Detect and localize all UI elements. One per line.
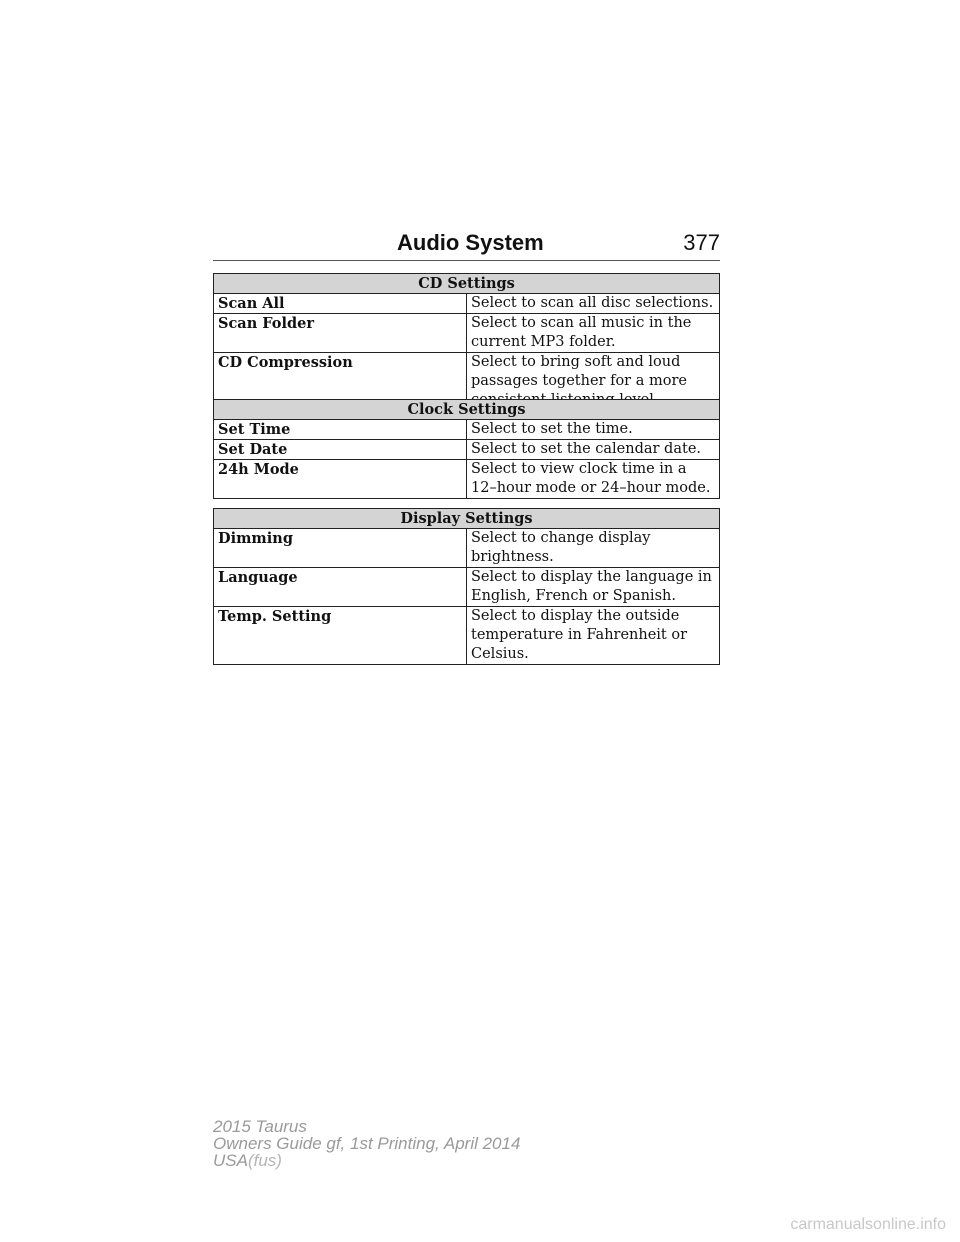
table-row xyxy=(214,568,720,607)
footer-region-code: USA xyxy=(213,1151,248,1170)
table-row xyxy=(214,607,720,665)
site-watermark: carmanualsonline.info xyxy=(790,1216,946,1233)
setting-term: Set Time xyxy=(214,420,467,440)
setting-term: Dimming xyxy=(214,529,467,568)
footer-region-suffix: (fus) xyxy=(247,1151,282,1170)
table-heading: Display Settings xyxy=(214,509,720,529)
setting-description: Select to set the calendar date. xyxy=(467,440,720,460)
page-title: Audio System xyxy=(397,230,544,255)
table-row xyxy=(214,460,720,499)
setting-description: Select to bring soft and loud passages together for a more xyxy=(467,353,720,411)
setting-term: Scan Folder xyxy=(214,314,467,353)
setting-description: Select to change display brightness. xyxy=(467,529,720,568)
table-row xyxy=(214,314,720,353)
setting-description: Select to scan all music in the current MP3 folder. xyxy=(467,314,720,353)
print-footer xyxy=(213,1118,520,1169)
footer-edition: Owners Guide gf, 1st Printing, April 2014 xyxy=(213,1134,521,1153)
table-row xyxy=(214,440,720,460)
setting-term: Language xyxy=(214,568,467,607)
setting-description: Select to display the language in English, French or Spanish. xyxy=(467,568,720,607)
footer-region xyxy=(213,1152,520,1169)
setting-term: Temp. Setting xyxy=(214,607,467,665)
footer-model: 2015 Taurus xyxy=(213,1117,307,1136)
cd-settings-table xyxy=(213,273,720,411)
setting-term: Set Date xyxy=(214,440,467,460)
table-heading: CD Settings xyxy=(214,274,720,294)
setting-description: Select to set the time. xyxy=(467,420,720,440)
table-row xyxy=(214,420,720,440)
setting-description: Select to display the outside temperature in Fahrenheit or Celsius. xyxy=(467,607,720,665)
page-number: 377 xyxy=(683,230,720,255)
clock-settings-table xyxy=(213,399,720,499)
setting-description: Select to view clock time in a 12–hour mode or 24–hour mode. xyxy=(467,460,720,499)
page-header xyxy=(213,228,720,261)
setting-term: CD Compression xyxy=(214,353,467,411)
table-row xyxy=(214,294,720,314)
table-heading: Clock Settings xyxy=(214,400,720,420)
display-settings-table xyxy=(213,508,720,665)
table-row xyxy=(214,529,720,568)
setting-description: Select to scan all disc selections. xyxy=(467,294,720,314)
setting-term: 24h Mode xyxy=(214,460,467,499)
setting-term: Scan All xyxy=(214,294,467,314)
